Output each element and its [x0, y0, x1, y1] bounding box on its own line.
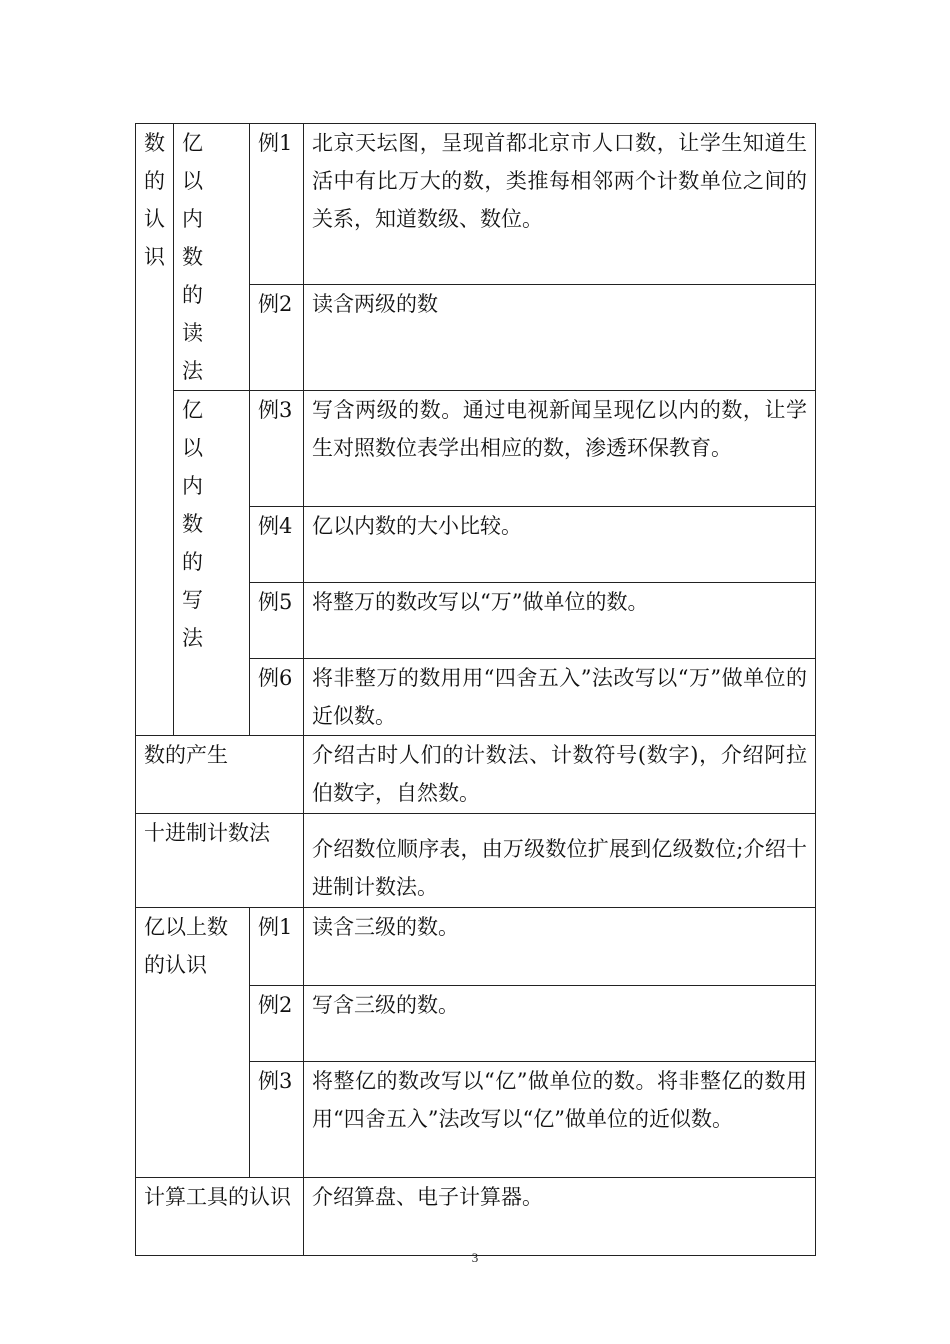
example-label: 例3 — [250, 391, 304, 507]
example-label: 例3 — [250, 1062, 304, 1178]
subcategory-writing: 亿以内数的写法 — [174, 391, 250, 736]
example-content: 将整万的数改写以“万”做单位的数。 — [304, 583, 816, 659]
example-content: 写含三级的数。 — [304, 986, 816, 1062]
example-content: 写含两级的数。通过电视新闻呈现亿以内的数，让学生对照数位表学出相应的数，渗透环保教育。 — [304, 391, 816, 507]
subcategory-reading: 亿以内数的读法 — [174, 124, 250, 391]
example-label: 例1 — [250, 908, 304, 986]
example-content: 北京天坛图，呈现首都北京市人口数，让学生知道生活中有比万大的数，类推每相邻两个计数单位之间的关系，知道数级、数位。 — [304, 124, 816, 285]
topic-content: 介绍数位顺序表，由万级数位扩展到亿级数位;介绍十进制计数法。 — [304, 814, 816, 908]
topic-calculation-tools: 计算工具的认识 — [136, 1178, 304, 1256]
topic-content: 介绍古时人们的计数法、计数符号(数字)，介绍阿拉伯数字，自然数。 — [304, 736, 816, 814]
example-label: 例5 — [250, 583, 304, 659]
category-number-recognition: 数的认识 — [136, 124, 174, 736]
example-label: 例2 — [250, 986, 304, 1062]
example-label: 例2 — [250, 284, 304, 390]
topic-decimal-system: 十进制计数法 — [136, 814, 304, 908]
example-label: 例4 — [250, 507, 304, 583]
example-content: 将整亿的数改写以“亿”做单位的数。将非整亿的数用用“四舍五入”法改写以“亿”做单位的近似数。 — [304, 1062, 816, 1178]
topic-number-origin: 数的产生 — [136, 736, 304, 814]
topic-content: 介绍算盘、电子计算器。 — [304, 1178, 816, 1256]
lesson-outline-table — [135, 123, 816, 1256]
category-above-yi: 亿以上数的认识 — [136, 908, 250, 1178]
example-label: 例1 — [250, 124, 304, 285]
page-number: 3 — [471, 1250, 479, 1265]
example-label: 例6 — [250, 659, 304, 736]
example-content: 亿以内数的大小比较。 — [304, 507, 816, 583]
example-content: 将非整万的数用用“四舍五入”法改写以“万”做单位的近似数。 — [304, 659, 816, 736]
example-content: 读含三级的数。 — [304, 908, 816, 986]
example-content: 读含两级的数 — [304, 284, 816, 390]
